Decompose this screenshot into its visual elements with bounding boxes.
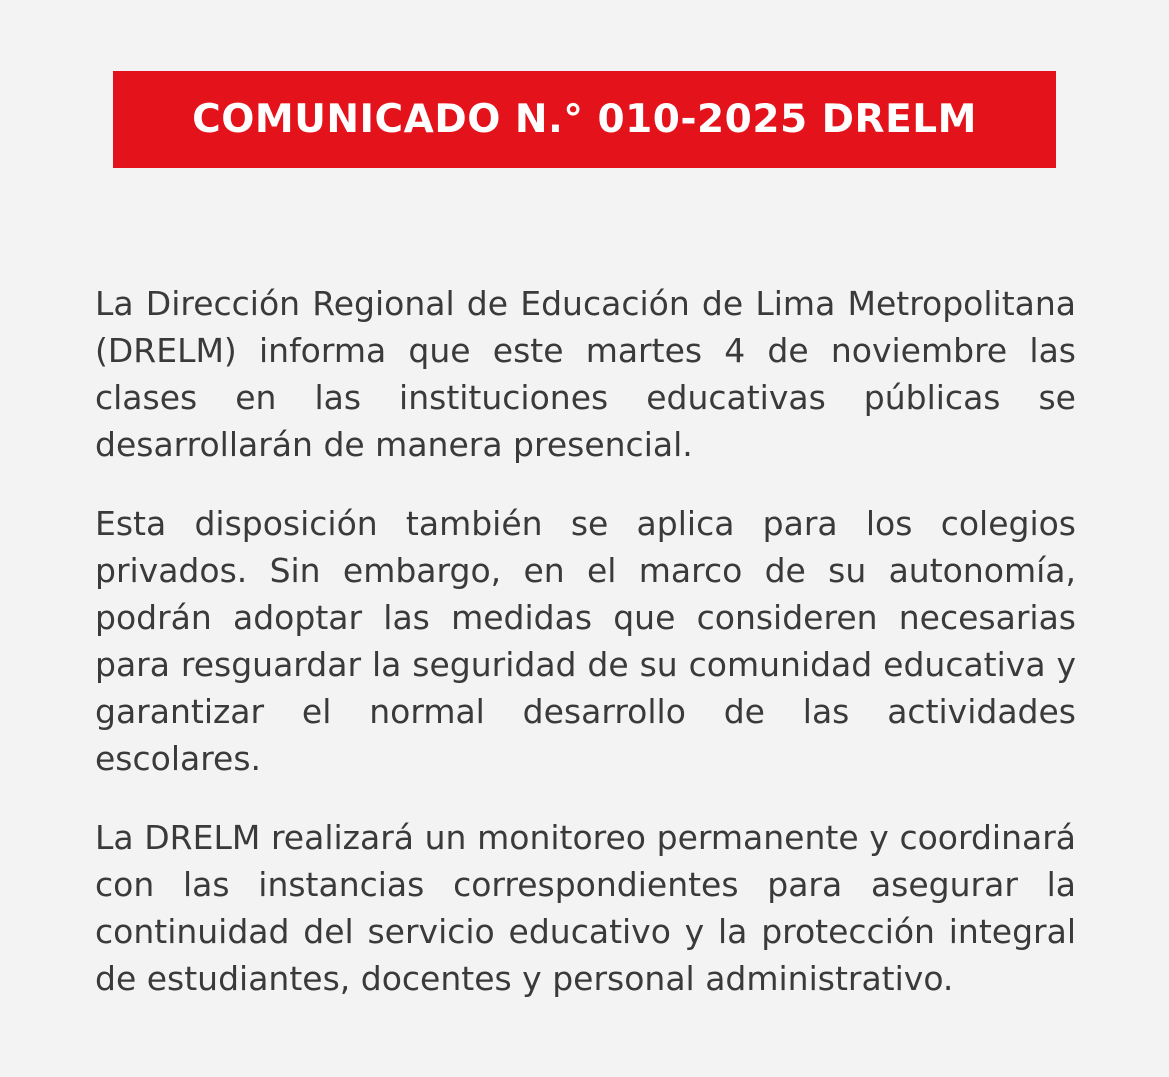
paragraph-monitoring: La DRELM realizará un monitoreo permanente y coordinará con las instancias correspondientes para asegurar la continuidad del servicio educativo y la protección integral de estudiantes, docentes y personal administrativo. — [95, 818, 1076, 998]
paragraph-classes-presencial: La Dirección Regional de Educación de Lima Metropolitana (DRELM) informa que este martes 4 de noviembre las clases en las instituciones educativas públicas se desarrollarán de manera presencial. — [95, 284, 1076, 464]
communique-title: COMUNICADO N.° 010-2025 DRELM — [192, 97, 977, 142]
title-banner — [113, 71, 1056, 168]
communique-body — [95, 280, 1076, 1034]
paragraph-private-schools: Esta disposición también se aplica para los colegios privados. Sin embargo, en el marco de su autonomía, podrán adoptar las medidas que consideren necesarias para resguardar la seguridad de su comunidad educativa y garantizar el normal desarrollo de las actividades escolares. — [95, 504, 1076, 778]
